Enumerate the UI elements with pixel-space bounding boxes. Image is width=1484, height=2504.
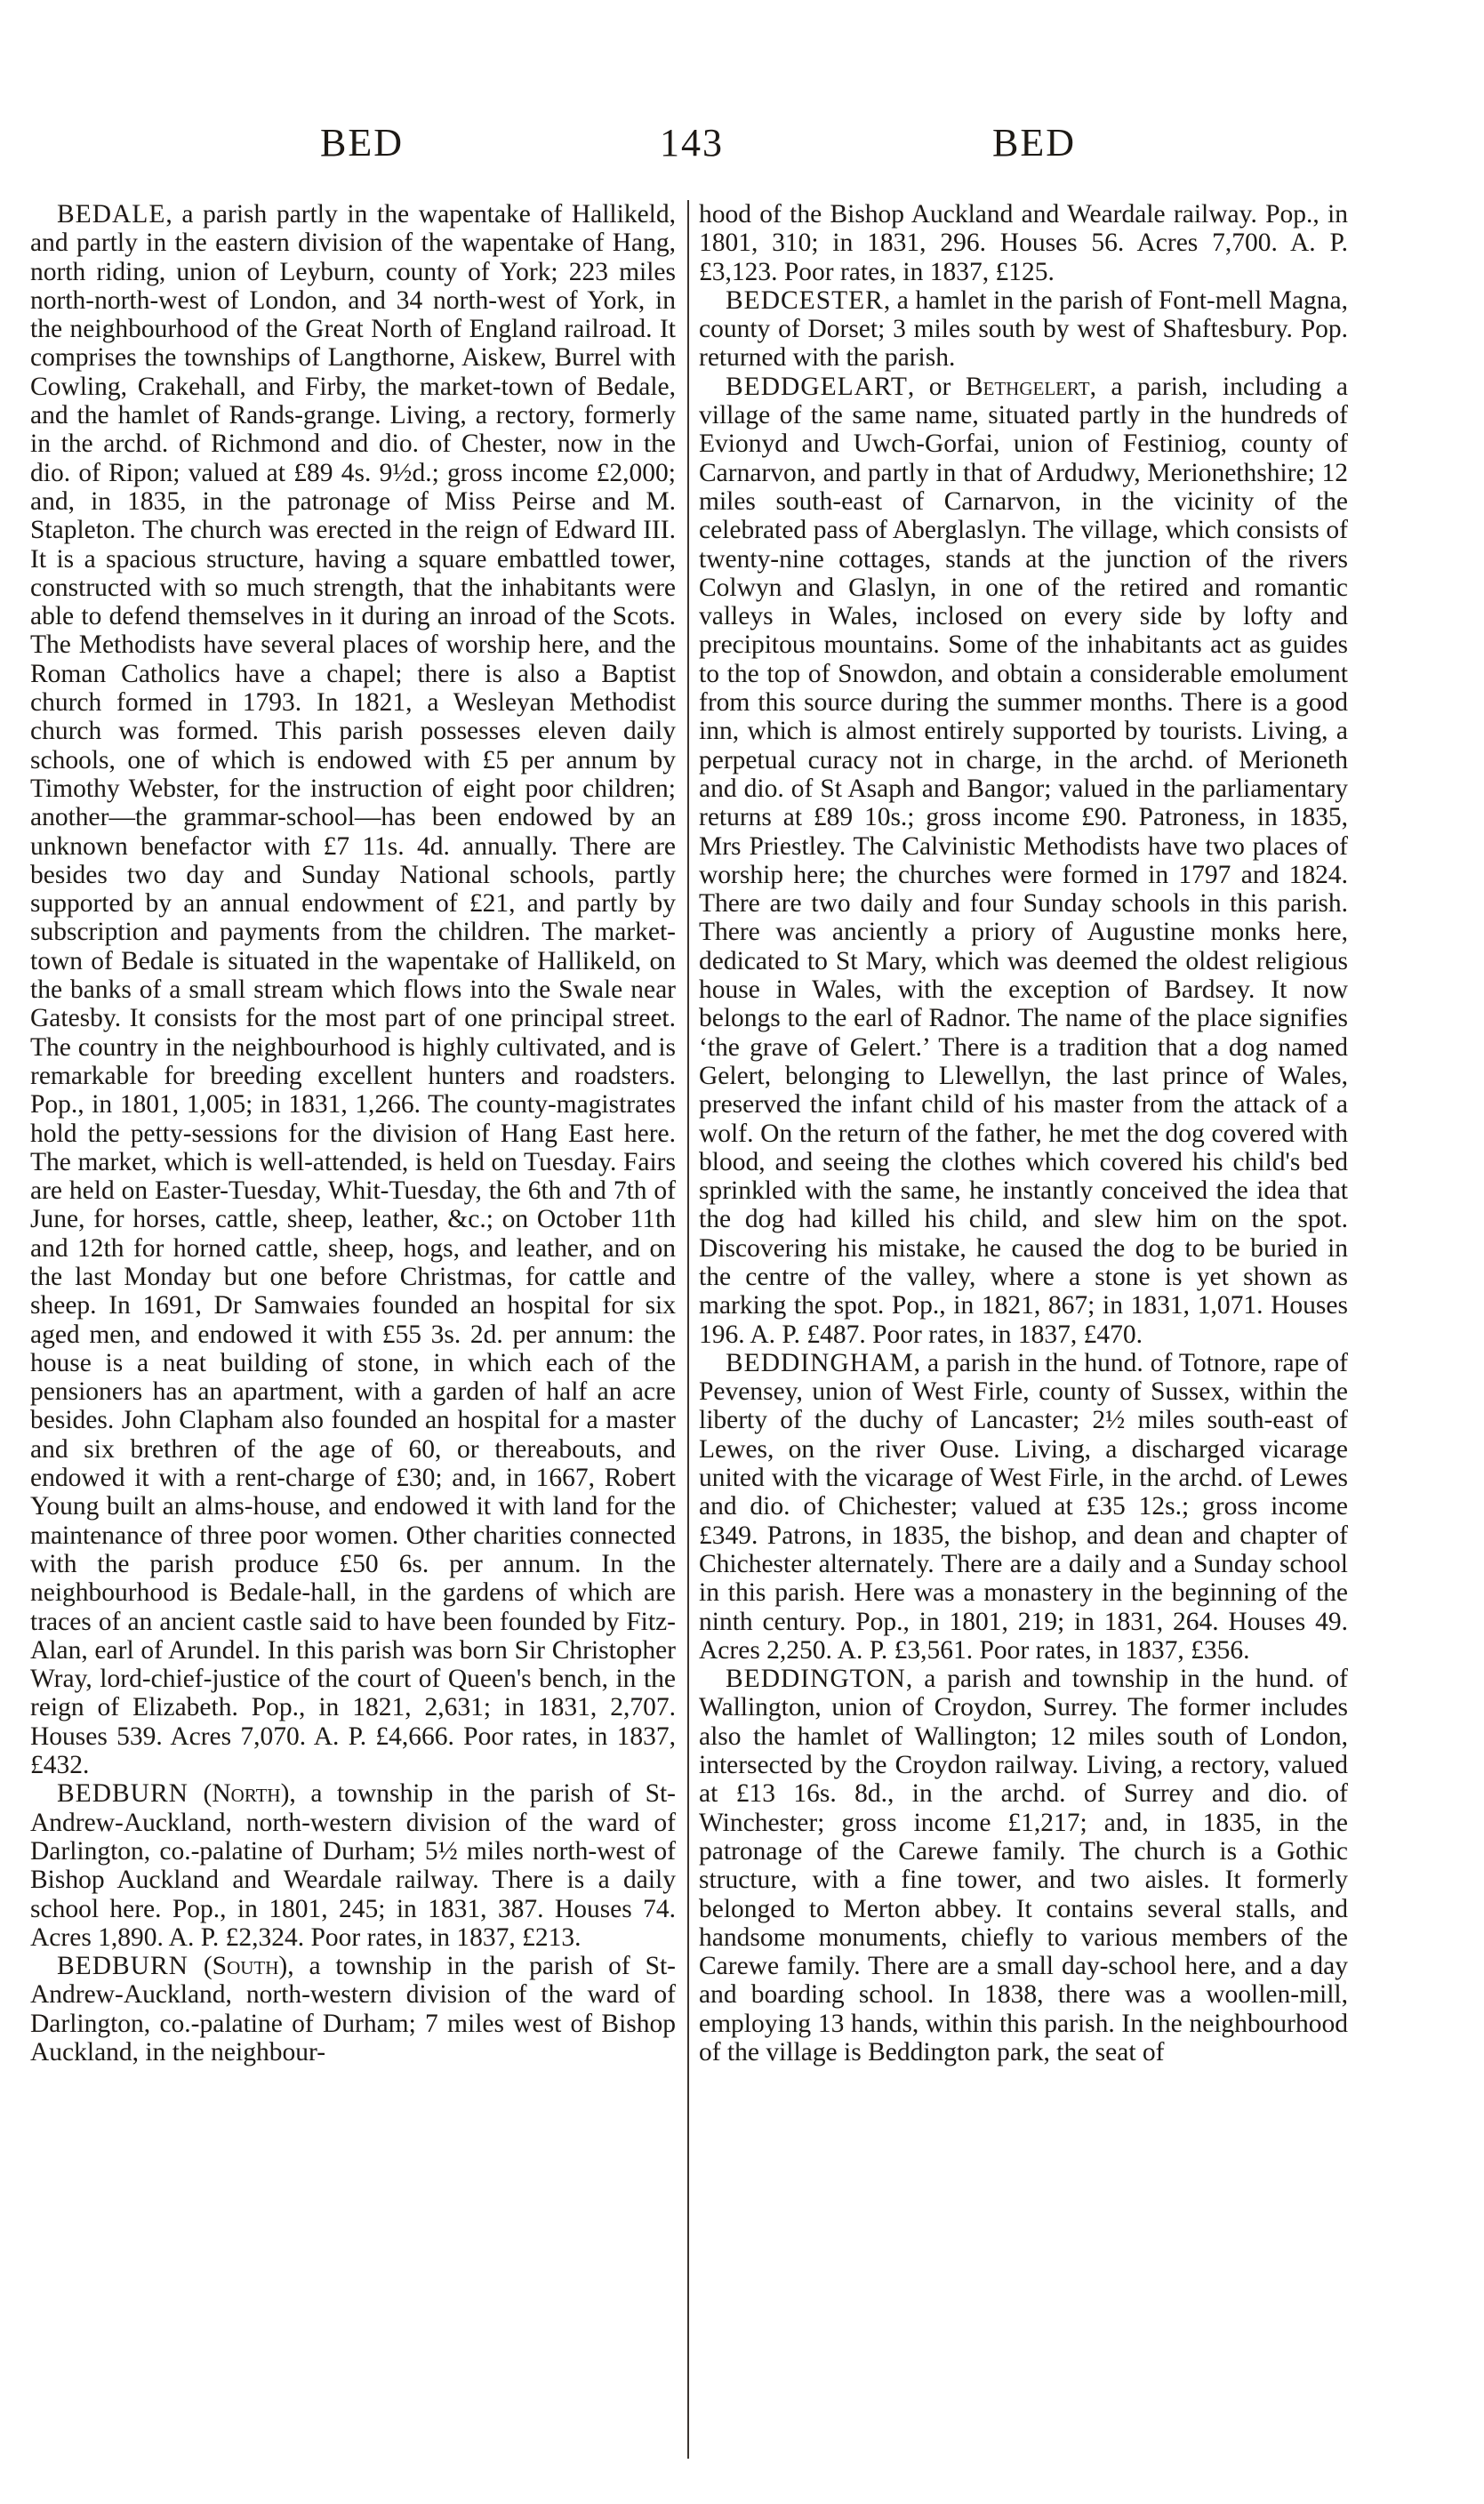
- entry-text: , a township in the parish of St-Andrew-Auckland, north-western division of the ward of Darlington, co.-palatine of Durham; 7 miles west of Bishop Auckland, in the neighbour-: [30, 1952, 676, 2067]
- entry-bedale: [30, 200, 676, 1779]
- entry-text: , a parish partly in the wapentake of Hallikeld, and partly in the eastern division of the wapentake of Hang, north riding, union of Leyburn, county of York; 223 miles north-north-west of London, and 34 north-west of York, in the neighbourhood of the Great North of England railroad. It comprises the townships of Langthorne, Aiskew, Burrel with Cowling, Crakehall, and Firby, the market-town of Bedale, and the hamlet of Rands-grange. Living, a rectory, formerly in the archd. of Richmond and dio. of Chester, now in the dio. of Ripon; valued at £89 4s. 9½d.; gross income £2,000; and, in 1835, in the patronage of Miss Peirse and M. Stapleton. The church was erected in the reign of Edward III. It is a spacious structure, having a square embattled tower, constructed with so much strength, that the inhabitants were able to defend themselves in it during an inroad of the Scots. The Methodists have several places of worship here, and the Roman Catholics have a chapel; there is also a Baptist church formed in 1793. In 1821, a Wesleyan Methodist church was formed. This parish possesses eleven daily schools, one of which is endowed with £5 per annum by Timothy Webster, for the instruction of eight poor children; another—the grammar-school—has been endowed by an unknown benefactor with £7 11s. 4d. annually. There are besides two day and Sunday National schools, partly supported by an annual endowment of £21, and partly by subscription and payments from the children. The market-town of Bedale is situated in the wapentake of Hallikeld, on the banks of a small stream which flows into the Swale near Gatesby. It consists for the most part of one principal street. The country in the neighbourhood is highly cultivated, and is remarkable for breeding excellent hunters and roadsters. Pop., in 1801, 1,005; in 1831, 1,266. The county-magistrates hold the petty-sessions for the division of Hang East here. The market, which is well-attended, is held on Tuesday. Fairs are held on Easter-Tuesday, Whit-Tuesday, the 6th and 7th of June, for horses, cattle, sheep, leather, &c.; on October 11th and 12th for horned cattle, sheep, hogs, and leather, and on the last Monday but one before Christmas, for cattle and sheep. In 1691, Dr Samwaies founded an hospital for six aged men, and endowed it with £55 3s. 2d. per annum: the house is a neat building of stone, in which each of the pensioners has an apartment, with a garden of half an acre besides. John Clapham also founded an hospital for a master and six brethren of the age of 60, or thereabouts, and endowed it with a rent-charge of £30; and, in 1667, Robert Young built an alms-house, and endowed it with land for the maintenance of three poor women. Other charities connected with the parish produce £50 6s. per annum. In the neighbourhood is Bedale-hall, in the gardens of which are traces of an ancient castle said to have been founded by Fitz-Alan, earl of Arundel. In this parish was born Sir Christopher Wray, lord-chief-justice of the court of Queen's bench, in the reign of Elizabeth. Pop., in 1821, 2,631; in 1831, 2,707. Houses 539. Acres 7,070. A. P. £4,666. Poor rates, in 1837, £432.: [30, 200, 676, 1780]
- entry-beddingham: [699, 1349, 1348, 1665]
- header-left-keyword: BED: [320, 121, 404, 165]
- entry-title: BEDDINGTON: [726, 1665, 906, 1694]
- entry-title-qualifier: (South): [203, 1952, 288, 1981]
- left-column: [30, 200, 676, 2485]
- entry-title: BEDDGELART: [726, 372, 908, 401]
- entry-text: , a hamlet in the parish of Font-mell Magna, county of Dorset; 3 miles south by west of Shaftesbury. Pop. returned with the parish.: [699, 285, 1348, 373]
- entry-text: , a parish and township in the hund. of Wallington, union of Croydon, Surrey. The former includes also the hamlet of Wallington; 12 miles south of London, intersected by the Croydon railway. Living, a rectory, valued at £13 16s. 8d., in the archd. of Surrey and dio. of Winchester; gross income £1,217; and, in 1835, in the patronage of the Carewe family. The church is a Gothic structure, with a fine tower, and two aisles. It formerly belonged to Merton abbey. It contains several stalls, and handsome monuments, chiefly to various members of the Carewe family. There are a small day-school here, and a day and boarding school. In 1838, there was a woollen-mill, employing 13 hands, within this parish. In the neighbourhood of the village is Beddington park, the seat of: [699, 1665, 1348, 2067]
- entry-title: BEDCESTER: [726, 285, 884, 315]
- header-right-keyword: BED: [992, 121, 1076, 165]
- entry-beddgelart: BEDDGELART, or Bethgelert, a parish, including a village of the same name, situated partly in the hundreds of Evionyd and Uwch-Gorfai, union of Festiniog, county of Carnarvon, and partly in that of Ardudwy, Merionethshire; 12 miles south-east of Carnarvon, in the vicinity of the celebrated pass of Aberglaslyn. The village, which consists of twenty-nine cottages, stands at the junction of the rivers Colwyn and Glaslyn, in one of the retired and romantic valleys in Wales, inclosed on every side by lofty and precipitous mountains. Some of the inhabitants act as guides to the top of Snowdon, and obtain a considerable emolument from this source during the summer months. There is a good inn, which is almost entirely supported by tourists. Living, a perpetual curacy not in charge, in the archd. of Merioneth and dio. of St Asaph and Bangor; valued in the parliamentary returns at £89 10s.; gross income £90. Patroness, in 1835, Mrs Priestley. The Calvinistic Methodists have two places of worship here; the churches were formed in 1797 and 1824. There are two daily and four Sunday schools in this parish. There was anciently a priory of Augustine monks here, dedicated to St Mary, which was deemed the oldest religious house in Wales, with the exception of Bardsey. It now belongs to the earl of Radnor. The name of the place signifies ‘the grave of Gelert.’ There is a tradition that a dog named Gelert, belonging to Llewellyn, the last prince of Wales, preserved the infant child of his master from the attack of a wolf. On the return of the father, he met the dog covered with blood, and seeing the clothes which covered his child's bed sprinkled with the same, he instantly conceived the idea that the dog had killed his child, and slew him on the spot. Discovering his mistake, he caused the dog to be buried in the centre of the valley, where a stone is yet shown as marking the spot. Pop., in 1821, 867; in 1831, 1,071. Houses 196. A. P. £487. Poor rates, in 1837, £470.: [699, 372, 1348, 1349]
- entry-title: BEDDINGHAM: [726, 1348, 914, 1377]
- entry-text: , a parish in the hund. of Totnore, rape of Pevensey, union of West Firle, county of Sussex, within the liberty of the duchy of Lancaster; 2½ miles south-east of Lewes, on the river Ouse. Living, a discharged vicarage united with the vicarage of West Firle, in the archd. of Lewes and dio. of Chichester; valued at £35 12s.; gross income £349. Patrons, in 1835, the bishop, and dean and chapter of Chichester alternately. There are a daily and a Sunday school in this parish. Here was a monastery in the beginning of the ninth century. Pop., in 1801, 219; in 1831, 264. Houses 49. Acres 2,250. A. P. £3,561. Poor rates, in 1837, £356.: [699, 1348, 1348, 1665]
- right-column: [699, 200, 1348, 2485]
- entry-title: BEDBURN: [57, 1952, 189, 1981]
- entry-alt-title: Bethgelert: [965, 372, 1090, 401]
- page-number: 143: [660, 121, 724, 165]
- entry-bedburn-south: [30, 1952, 676, 2067]
- entry-title: BEDALE: [57, 200, 166, 229]
- entry-title: BEDBURN: [57, 1779, 189, 1809]
- column-divider: [687, 200, 689, 2459]
- entry-text: , a township in the parish of St-Andrew-Auckland, north-western division of the ward of Darlington, co.-palatine of Durham; 5½ miles north-west of Bishop Auckland and Weardale railway. There is a daily school here. Pop., in 1801, 245; in 1831, 387. Houses 74. Acres 1,890. A. P. £2,324. Poor rates, in 1837, £213.: [30, 1779, 676, 1952]
- entry-bedburn-north: [30, 1779, 676, 1952]
- running-head: [30, 120, 1355, 173]
- entry-bedcester: [699, 286, 1348, 373]
- entry-beddington: [699, 1665, 1348, 2067]
- entry-title-qualifier: (North): [203, 1779, 290, 1809]
- entry-text: , a parish, including a village of the same name, situated partly in the hundreds of Evionyd and Uwch-Gorfai, union of Festiniog, county of Carnarvon, and partly in that of Ardudwy, Merionethshire; 12 miles south-east of Carnarvon, in the vicinity of the celebrated pass of Aberglaslyn. The village, which consists of twenty-nine cottages, stands at the junction of the rivers Colwyn and Glaslyn, in one of the retired and romantic valleys in Wales, inclosed on every side by lofty and precipitous mountains. Some of the inhabitants act as guides to the top of Snowdon, and obtain a considerable emolument from this source during the summer months. There is a good inn, which is almost entirely supported by tourists. Living, a perpetual curacy not in charge, in the archd. of Merioneth and dio. of St Asaph and Bangor; valued in the parliamentary returns at £89 10s.; gross income £90. Patroness, in 1835, Mrs Priestley. The Calvinistic Methodists have two places of worship here; the churches were formed in 1797 and 1824. There are two daily and four Sunday schools in this parish. There was anciently a priory of Augustine monks here, dedicated to St Mary, which was deemed the oldest religious house in Wales, with the exception of Bardsey. It now belongs to the earl of Radnor. The name of the place signifies ‘the grave of Gelert.’ There is a tradition that a dog named Gelert, belonging to Llewellyn, the last prince of Wales, preserved the infant child of his master from the attack of a wolf. On the return of the father, he met the dog covered with blood, and seeing the clothes which covered his child's bed sprinkled with the same, he instantly conceived the idea that the dog had killed his child, and slew him on the spot. Discovering his mistake, he caused the dog to be buried in the centre of the valley, where a stone is yet shown as marking the spot. Pop., in 1821, 867; in 1831, 1,071. Houses 196. A. P. £487. Poor rates, in 1837, £470.: [699, 372, 1348, 1349]
- entry-continuation: hood of the Bishop Auckland and Weardale railway. Pop., in 1801, 310; in 1831, 296. Houses 56. Acres 7,700. A. P. £3,123. Poor rates, in 1837, £125.: [699, 200, 1348, 286]
